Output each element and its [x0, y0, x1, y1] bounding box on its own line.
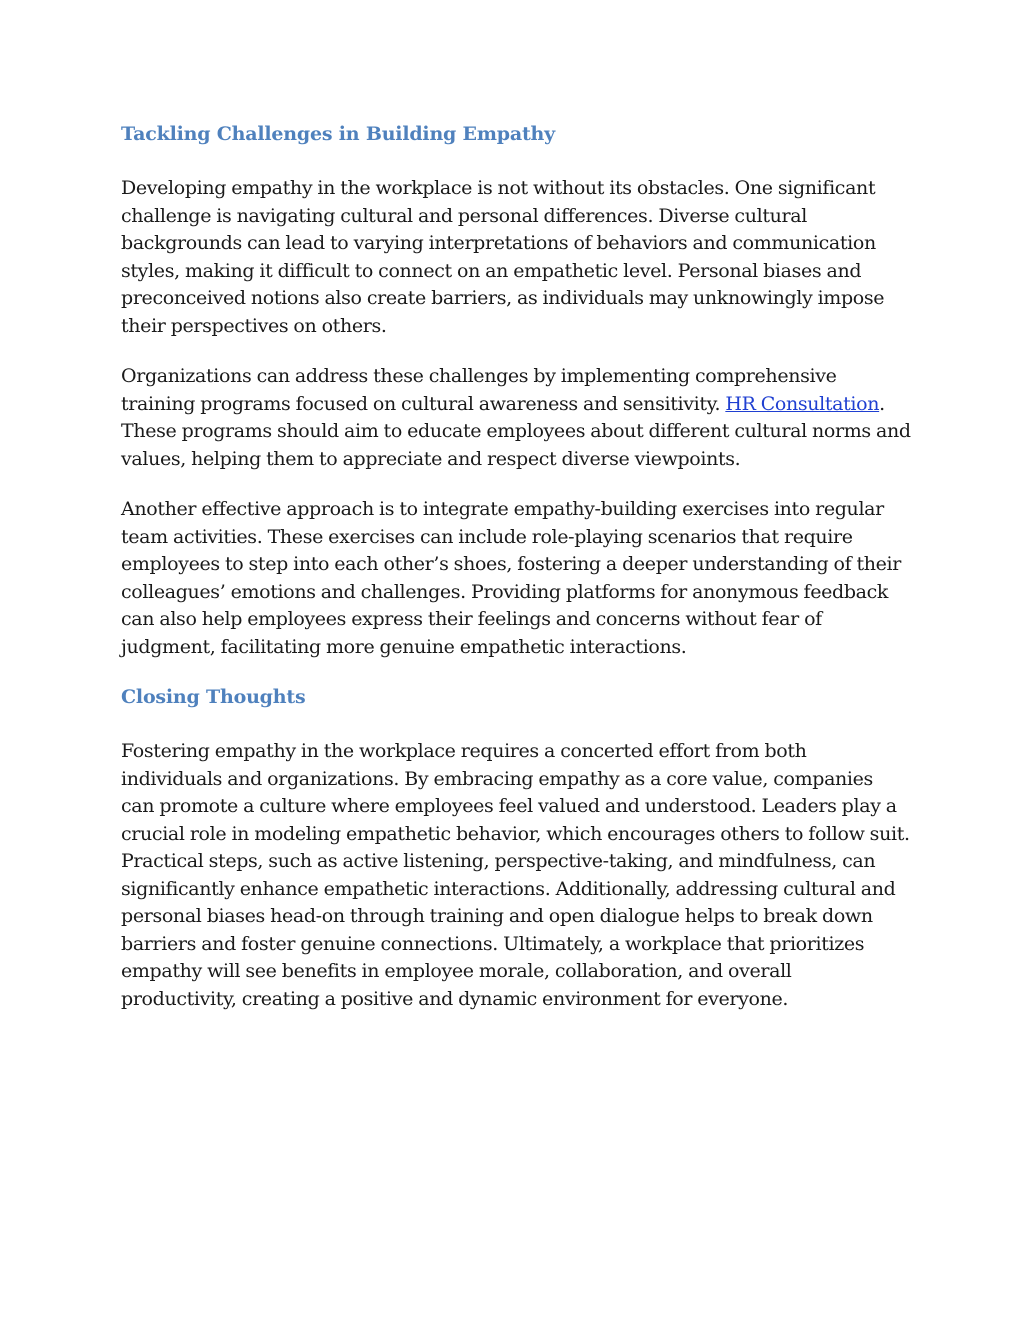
section-heading-challenges: Tackling Challenges in Building Empathy — [121, 123, 555, 145]
paragraph-obstacles: Developing empathy in the workplace is not without its obstacles. One significant challenge is navigating cultural and personal differences. Diverse cultural backgrounds can lead to varying interpretations of behaviors and communication styles, making it difficult to connect on an empathetic level. Personal biases and preconceived notions also create barriers, as individuals may unknowingly impose their perspectives on others. — [121, 177, 885, 337]
document-page — [121, 118, 911, 1036]
hr-consultation-link[interactable]: HR Consultation — [725, 392, 880, 415]
section-heading-closing-thoughts: Closing Thoughts — [121, 686, 306, 708]
paragraph-text: . These programs should aim to educate employees about different cultural norms and values, helping them to appreciate and respect diverse viewpoints. — [121, 392, 911, 470]
paragraph-text: Organizations can address these challenges by implementing comprehensive training programs focused on cultural awareness and sensitivity. — [121, 365, 837, 415]
paragraph-training-programs — [121, 363, 911, 473]
paragraph-exercises: Another effective approach is to integrate empathy-building exercises into regular team activities. These exercises can include role-playing scenarios that require employees to step into each other’s shoes, fostering a deeper understanding of their colleagues’ emotions and challenges. Providing platforms for anonymous feedback can also help employees express their feelings and concerns without fear of judgment, facilitating more genuine empathetic interactions. — [121, 498, 902, 658]
paragraph-closing: Fostering empathy in the workplace requires a concerted effort from both individuals and organizations. By embracing empathy as a core value, companies can promote a culture where employees feel valued and understood. Leaders play a crucial role in modeling empathetic behavior, which encourages others to follow suit. Practical steps, such as active listening, perspective-taking, and mindfulness, can significantly enhance empathetic interactions. Additionally, addressing cultural and personal biases head-on through training and open dialogue helps to break down barriers and foster genuine connections. Ultimately, a workplace that prioritizes empathy will see benefits in employee morale, collaboration, and overall productivity, creating a positive and dynamic environment for everyone. — [121, 740, 910, 1010]
